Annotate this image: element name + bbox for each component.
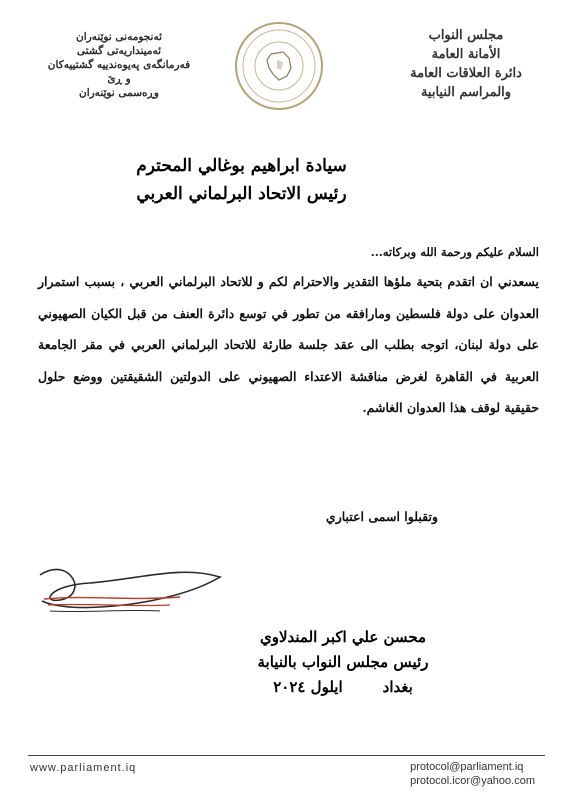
letterhead-arabic-line: مجلس النواب xyxy=(428,28,504,43)
date: ايلول ٢٠٢٤ xyxy=(273,678,343,696)
footer-email: protocol@parliament.iq xyxy=(410,761,524,773)
letterhead-kurdish-line: ئەنجومەنی نوێنەران xyxy=(75,31,163,43)
handwritten-signature xyxy=(30,555,230,645)
place: بغداد xyxy=(382,678,413,696)
footer-emails xyxy=(410,760,535,788)
closing: وتقبلوا اسمى اعتباري xyxy=(325,509,438,524)
letterhead-kurdish-line: ئەمینداریەتی گشتی xyxy=(76,45,162,57)
footer-email: protocol.icor@yahoo.com xyxy=(410,775,535,787)
place-date xyxy=(213,675,473,700)
letterhead-kurdish-line: فەرمانگەی پەیوەندییە گشتییەکان و ڕێ xyxy=(47,59,191,85)
addressee xyxy=(60,152,423,208)
letterhead-arabic xyxy=(391,26,541,102)
letterhead-arabic-line: دائرة العلاقات العامة xyxy=(410,66,522,81)
signatory-title: رئيس مجلس النواب بالنيابة xyxy=(257,653,429,671)
signatory-name: محسن علي اكبر المندلاوي xyxy=(259,628,427,646)
addressee-name: سيادة ابراهيم بوغالي المحترم xyxy=(136,156,347,176)
seal-icon xyxy=(237,24,321,108)
letterhead-kurdish-line: وڕەسمی نوێنەران xyxy=(78,87,160,99)
greeting: السلام عليكم ورحمة الله وبركاته... xyxy=(370,245,539,259)
letter-body: يسعدني ان اتقدم بتحية ملؤها التقدير والاحترام لكم و للاتحاد البرلماني العربي ، بسبب استمرار العدوان على دولة فلسطين ومارافقه من تطور في توسع دائرة العنف من قبل الكيان الصهيوني على دولة لبنان، اتوجه بطلب الى عقد جلسة طارئة للاتحاد البرلماني العربي في مقر الجامعة العربية في القاهرة لغرض مناقشة الاعتداء الصهيوني على الدولتين الشقيقتين ووضع حلول حقيقية لوقف هذا العدوان الغاشم. xyxy=(38,274,539,415)
addressee-title: رئيس الاتحاد البرلماني العربي xyxy=(136,184,347,204)
footer-divider xyxy=(28,755,545,756)
parliament-seal xyxy=(235,22,323,110)
letterhead-arabic-line: الأمانة العامة xyxy=(431,47,501,62)
letterhead-kurdish xyxy=(44,30,194,100)
signatory-block xyxy=(213,625,473,700)
footer-website: www.parliament.iq xyxy=(30,762,137,774)
letterhead-arabic-line: والمراسم النيابية xyxy=(420,85,512,100)
